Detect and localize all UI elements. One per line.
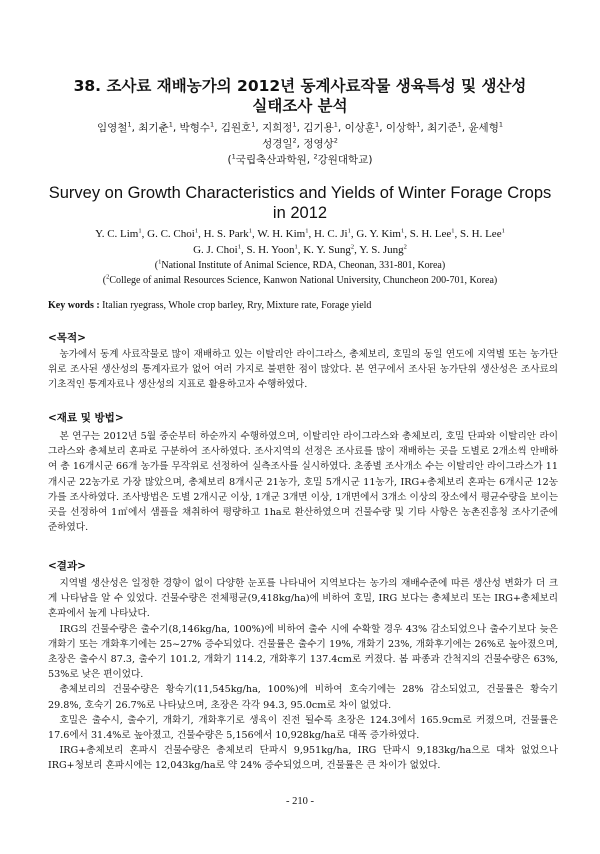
english-affiliation-1: ($^1$National Institute of Animal Science, RDA, Cheonan, 331-801, Korea) [154, 258, 446, 271]
section-body-purpose [48, 347, 558, 393]
author-affiliation-mark: 1 [347, 227, 351, 235]
keywords-label: Key words : [48, 300, 100, 311]
author-affiliation-mark: 1 [400, 227, 405, 235]
paragraph: 총체보리의 건물수량은 황숙기(11,545kg/ha, 100%)에 비하여 호숙기에는 28% 감소되었고, 건물률은 황숙기 29.8%, 호숙기 26.7%로 나타났으며, 초장은 각각 94.3, 95.0cm로 차이 없었다. [48, 684, 558, 711]
author-name: S. H. Lee [409, 228, 452, 240]
section-heading-methods: <재료 및 방법> [48, 412, 124, 424]
section-heading-purpose: <목적> [48, 332, 86, 344]
korean-authors-line1: 임영철$^1$, 최기춘$^1$, 박형수$^1$, 김원호$^1$, 지희정$^1$, 김기용$^1$, 이상훈$^1$, 이상학$^1$, 최기준$^1$, 윤세형$^1$ [97, 120, 503, 134]
korean-authors [40, 120, 560, 168]
paragraph: IRG+총체보리 혼파시 건물수량은 총체보리 단파시 9,951kg/ha, IRG 단파시 9,183kg/ha으로 대차 없었으나 IRG+청보리 혼파시에는 12,043kg/ha로 약 24% 증수되었으며, 건물률은 큰 차이가 없었다. [48, 745, 558, 772]
korean-authors-line2: 성경일$^2$, 정영상$^2$ [262, 136, 338, 150]
author-affiliation-mark: 1 [451, 227, 455, 235]
author-name: S. H. Yoon [246, 244, 295, 256]
paragraph: IRG의 건물수량은 출수기(8,146kg/ha, 100%)에 비하여 출수 시에 수확할 경우 43% 감소되었으나 출수기보다 늦은 개화기 또는 개화후기에는 25~27% 증수되었다. 건물률은 출수기 19%, 개화기 23%, 개화후기에는 26%로 높아졌으며, 초장은 출수시 87.3, 출수기 101.2, 개화기 114.2, 개화후기 137.4cm로 커졌다. 봄 파종과 간척지의 건물수량은 63%, 53%로 낮은 편이었다. [48, 623, 558, 681]
english-authors [30, 226, 570, 258]
author-affiliation-mark: 2 [403, 243, 407, 251]
author-affiliation-mark: 1 [292, 120, 297, 129]
author-name: 이상학 [385, 122, 417, 134]
author-affiliation-mark: 1 [501, 227, 505, 235]
author-affiliation-mark: 1 [251, 120, 256, 129]
author-affiliation-mark: 1 [333, 120, 338, 129]
korean-affiliation: ($^1$국립축산과학원, $^2$강원대학교) [227, 152, 373, 166]
section-heading-results: <결과> [48, 560, 86, 572]
author-affiliation-mark: 1 [194, 227, 199, 235]
author-name: 최기준 [427, 122, 458, 134]
english-title [30, 183, 570, 223]
author-affiliation-mark: 1 [416, 120, 421, 129]
author-affiliation-mark: 1 [127, 120, 132, 129]
korean-title-line1: 38. 조사료 재배농가의 2012년 동계사료작물 생육특성 및 생산성 [73, 77, 527, 95]
author-name: 김기용 [303, 122, 334, 134]
author-name: 김원호 [220, 122, 252, 134]
author-name: G. C. Choi [147, 228, 195, 240]
author-name: 윤세형 [468, 122, 499, 134]
keywords [48, 299, 558, 313]
english-affiliation-2: ($^2$College of animal Resources Science, Kanwon National University, Chuncheon 200-701, Korea) [102, 273, 498, 286]
author-name: K. Y. Sung [303, 244, 351, 256]
author-name: W. H. Kim [257, 228, 306, 240]
english-title-line2: in 2012 [272, 204, 328, 222]
korean-title [40, 76, 560, 116]
author-name: Y. C. Lim [95, 228, 139, 240]
author-name: 이상훈 [344, 122, 376, 134]
author-name: H. S. Park [203, 228, 249, 240]
author-affiliation-mark: 1 [457, 120, 462, 129]
author-name: 최기춘 [138, 122, 169, 134]
author-name: S. H. Lee [460, 228, 502, 240]
author-name: 박형수 [179, 122, 210, 134]
author-affiliation-mark: 1 [209, 120, 215, 129]
author-affiliation-mark: 1 [248, 227, 253, 235]
author-name: 임영철 [97, 122, 128, 134]
paragraph: 호밀은 출수시, 출수기, 개화기, 개화후기로 생육이 진전 될수록 초장은 124.3에서 165.9cm로 커졌으며, 건물률은 17.6에서 31.4%로 높아졌고, 건물수량은 5,156에서 10,928kg/ha로 대폭 증가하였다. [48, 714, 558, 742]
english-title-line1: Survey on Growth Characteristics and Yields of Winter Forage Crops [48, 184, 552, 202]
section-body-methods [48, 429, 558, 535]
author-affiliation-mark: 1 [375, 120, 380, 129]
author-affiliation-mark: 2 [350, 243, 355, 251]
author-name: 지희정 [262, 122, 293, 134]
page-number: - 210 - [286, 796, 314, 807]
author-affiliation-mark: 1 [305, 227, 309, 235]
author-affiliation-mark: 1 [168, 120, 173, 129]
author-name: 정영상 [303, 138, 334, 150]
author-name: Y. S. Jung [359, 244, 404, 256]
english-authors-line2: G. J. Choi$^1$, S. H. Yoon$^1$, K. Y. Sung$^2$, Y. S. Jung$^2$ [193, 243, 407, 256]
author-name: G. J. Choi [193, 244, 238, 256]
author-name: H. C. Ji [313, 228, 348, 240]
author-affiliation-mark: 1 [138, 227, 142, 235]
author-affiliation-mark: 1 [237, 243, 241, 251]
author-name: G. Y. Kim [356, 228, 401, 240]
keywords-text: Italian ryegrass, Whole crop barley, Rry, Mixture rate, Forage yield [102, 300, 372, 311]
paragraph: 농가에서 동계 사료작물로 많이 재배하고 있는 이탈리안 라이그라스, 총체보리, 호밀의 동일 연도에 지역별 또는 농가단위로 조사된 생산성의 통계자료가 없어 여러 가지로 불편한 점이 많았다. 본 연구에서 조사된 농가단위 생산성은 조사료의 기초적인 통계자료나 생산성의 지표로 활용하고자 수행하였다. [48, 349, 558, 391]
author-name: 성경일 [262, 138, 293, 150]
author-affiliation-mark: 1 [498, 120, 503, 129]
english-authors-line1: Y. C. Lim$^1$, G. C. Choi$^1$, H. S. Park$^1$, W. H. Kim$^1$, H. C. Ji$^1$, G. Y. Kim$^1$, S. H. Lee$^1$, S. H. Lee$^1$ [95, 227, 505, 240]
paragraph: 본 연구는 2012년 5월 중순부터 하순까지 수행하였으며, 이탈리안 라이그라스와 총체보리, 호밀 단파와 이탈리안 라이그라스와 총체보리 혼파로 구분하여 조사하였다. 조사지역의 선정은 조사료를 많이 재배하는 곳을 도별로 2개소씩 안배하여 총 16개시군 66개 농가를 무작위로 선정하여 실측조사를 실시하였다. 초종별 조사개소 수는 이탈리안 라이그라스가 11개시군 22농가로 가장 많았으며, 총체보리 8개시군 21농가, 호밀 5개시군 11농가, IRG+총체보리 혼파는 6개시군 12농가를 조사하였다. 조사방법은 도별 2개시군 이상, 1개군 3개면 이상, 1개면에서 3개소 이상의 장소에서 평균수량을 보이는 곳을 선정하여 1㎡에서 샘플을 채취하여 평량하고 1ha로 환산하였으며 건물수량 및 기타 사항은 농촌진흥청 조사기준에 준하였다. [48, 431, 558, 534]
author-affiliation-mark: 2 [333, 136, 338, 145]
paragraph: 지역별 생산성은 일정한 경향이 없이 다양한 눈포를 나타내어 지역보다는 농가의 재배수준에 따른 생산성 변화가 더 크게 나타남을 알 수 있었다. 건물수량은 전체평균(9,418kg/ha)에 비하여 호밀, IRG 보다는 총체보리 또는 IRG+총체보리 혼파에서 높게 나타났다. [48, 578, 558, 620]
author-affiliation-mark: 1 [294, 243, 298, 251]
section-body-results [48, 576, 558, 774]
author-affiliation-mark: 2 [292, 136, 297, 145]
korean-title-line2: 실태조사 분석 [252, 97, 348, 115]
